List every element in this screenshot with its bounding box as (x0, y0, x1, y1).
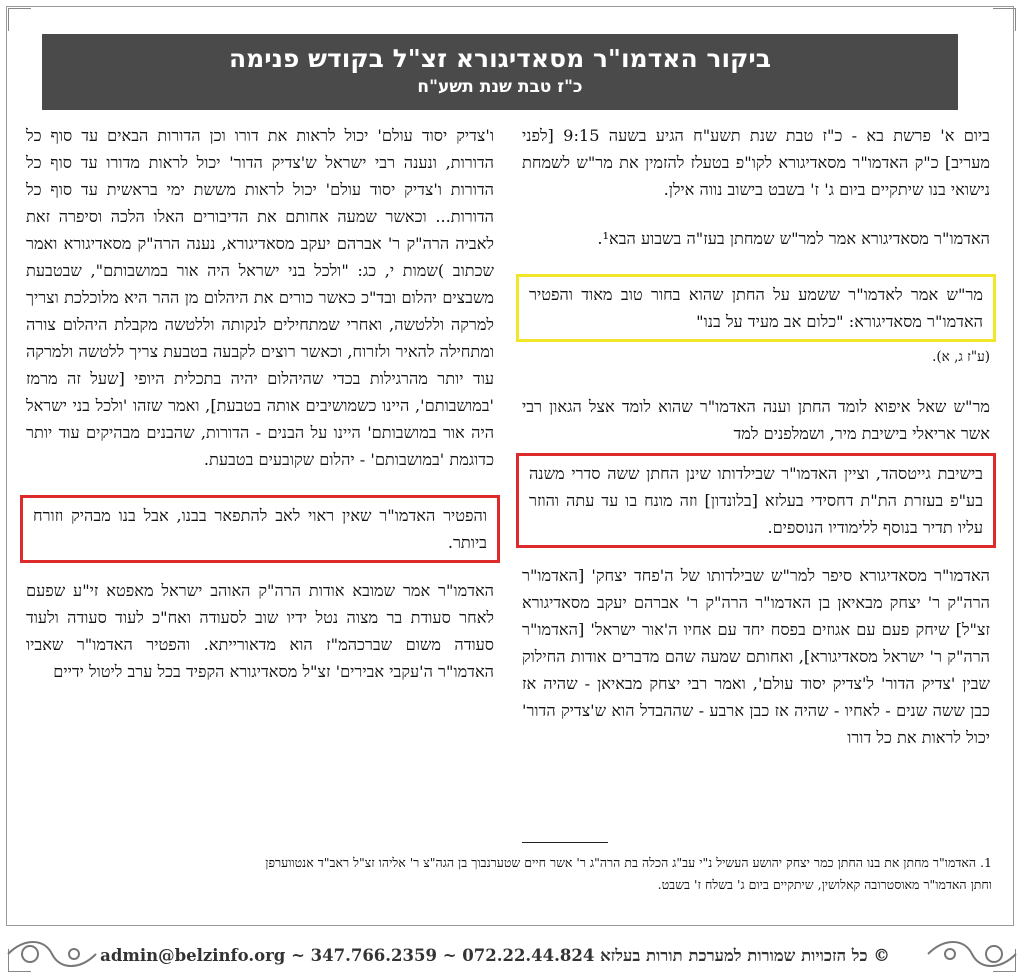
source-reference: (ע"ז ג, א). (932, 349, 990, 365)
footnote-divider (522, 842, 608, 843)
right-column (522, 122, 990, 773)
corner-ornament (993, 8, 1016, 31)
paragraph-learning: מר"ש שאל איפוא לומד החתן וענה האדמו"ר שהוא לומד אצל הגאון רבי אשר אריאלי בישיבת מיר, ושמלפנים למד (522, 397, 990, 443)
left-column (26, 122, 494, 707)
paragraph-apta: האדמו"ר אמר שמובא אודות הרה"ק האוהב ישראל מאפטא זי"ע שפעם לאחר סעודת בר מצוה נטל ידיו שוב לסעודה ואח"כ לעוד סעודה ולעוד סעודה משום שברכהמ"ז הוא מדאורייתא. והפטיר האדמו"ר שאביו האדמו"ר ה'עקבי אבירים' זצ"ל מסאדיגורא הקפיד בכל ערב ליטול ידיים (26, 581, 494, 681)
highlight-red-box-left (20, 495, 500, 563)
title-banner (42, 34, 958, 110)
highlight-yellow-text: מר"ש אמר לאדמו"ר ששמע על החתן שהוא בחור טוב מאוד והפטיר האדמו"ר מסאדיגורא: "כלום אב מעיד על בנו" (529, 285, 983, 331)
footer (0, 928, 1024, 980)
flourish-ornament-icon (4, 934, 100, 974)
paragraph-invitation: האדמו"ר מסאדיגורא אמר למר"ש שמחתן בעז"ה בשבוע הבא¹. (597, 229, 990, 248)
highlight-red-text-right: בישיבת גייטסהד, וציין האדמו"ר שבילדותו שינן החתן ששה סדרי משנה בע"פ בעזרת הת"ת דחסידי בעלזא [בלונדון] וזה מונח בו עד עתה והוזר עליו תדיר בנוסף ללימודיו הנוספים. (529, 464, 983, 537)
paragraph-diamond: ו'צדיק יסוד עולם' יכול לראות את דורו וכן הדורות הבאים עד סוף כל הדורות, ונענה רבי ישראל ש'צדיק הדור' יכול לראות מדורו עד סוף כל הדורות ו'צדיק יסוד עולם' יכול לראות מששת ימי בראשית עד סוף כל הדורות... וכאשר שמעה אחותם את הדיבורים האלו הלכה וסיפרה זאת לאביה הרה"ק ר' אברהם יעקב מסאדיגורא, נענה הרה"ק מסאדיגורא ואמר שכתוב )שמות י, כג: "ולכל בני ישראל היה אור במושבותם", שבטבעת משבצים יהלום ובד"כ כאשר כורים את היהלום מן ההר היא מלוכלכת וצריך למרקה וללטשה, ואחרי שמתחילים לנקותה וללטשה מקבלת היהלום צורה ומתחילה להאיר ולזרוח, וכאשר רוצים לקבעה בטבעת צריך ללטשה ולמרקה עוד יותר מהרגילות בכדי שהיהלום יהיה בתכלית היופי [שעל זה מרמז 'במושבותם', היינו כשמושיבים אותה בטבעת], ואמר שזהו 'ולכל בני ישראל היה אור במושבותם' היינו על הבנים - הדורות, שהבנים מבהיקים עוד יותר כדוגמת 'במושבותם' - יהלום שקובעים בטבעת. (26, 126, 494, 469)
highlight-red-box-right (516, 453, 996, 548)
page-subtitle: כ"ז טבת שנת תשע"ח (417, 77, 583, 97)
footnote (42, 852, 992, 896)
highlight-yellow-box (516, 274, 996, 342)
highlight-red-text-left: והפטיר האדמו"ר שאין ראוי לאב להתפאר בבנו, אבל בנו מבהיק וזורח ביותר. (33, 506, 487, 552)
flourish-ornament-icon (924, 934, 1020, 974)
paragraph-visit: ביום א' פרשת בא - כ"ז טבת שנת תשע"ח הגיע בשעה 9:15 [לפני מעריב] כ"ק האדמו"ר מסאדיגורא לקו"פ בטעלז להזמין את מר"ש לשמחת נישואי בנו שיתקיים ביום ג' ז' בשבט בישוב נווה אילן. (522, 126, 990, 199)
footnote-line: 1. האדמו"ר מחתן את בנו החתן כמר יצחק יהושע העשיל נ"י עב"ג הכלה בת הרה"ג ר' אשר חיים שטערנבוך בן הגה"צ ר' אליהו זצ"ל ראב"ד אנטווערפן (265, 855, 992, 870)
page-title: ביקור האדמו"ר מסאדיגורא זצ"ל בקודש פנימה (228, 44, 772, 73)
copyright-text: © כל הזכויות שמורות למערכת תורות בעלזא 072.22.44.824 ~ 347.766.2359 ~ admin@belzinfo.org (100, 946, 890, 965)
paragraph-story: האדמו"ר מסאדיגורא סיפר למר"ש שבילדותו של ה'פחד יצחק' [האדמו"ר הרה"ק ר' יצחק מבאיאן בן האדמו"ר הרה"ק ר' אברהם יעקב מסאדיגורא זצ"ל] שיחק פעם עם אגוזים בפסח יחד עם אחיו ה'אור ישראל' [האדמו"ר הרה"ק ר' ישראל מסאדיגורא], ואחותם שמעה שהם מדברים אודות החילוק שבין 'צדיק הדור' ל'צדיק יסוד עולם', ואמר רבי יצחק מבאיאן - שהיה אז כבן ששה שנים - לאחיו - שהיה אז כבן ארבע - שההבדל הוא ש'צדיק הדור' יכול לראות את כל דורו (522, 566, 990, 747)
corner-ornament (8, 8, 31, 31)
footnote-line: וחתן האדמו"ר מאוסטרובה קאלושין, שיתקיים ביום ג' בשלח ז' בשבט. (657, 877, 992, 892)
